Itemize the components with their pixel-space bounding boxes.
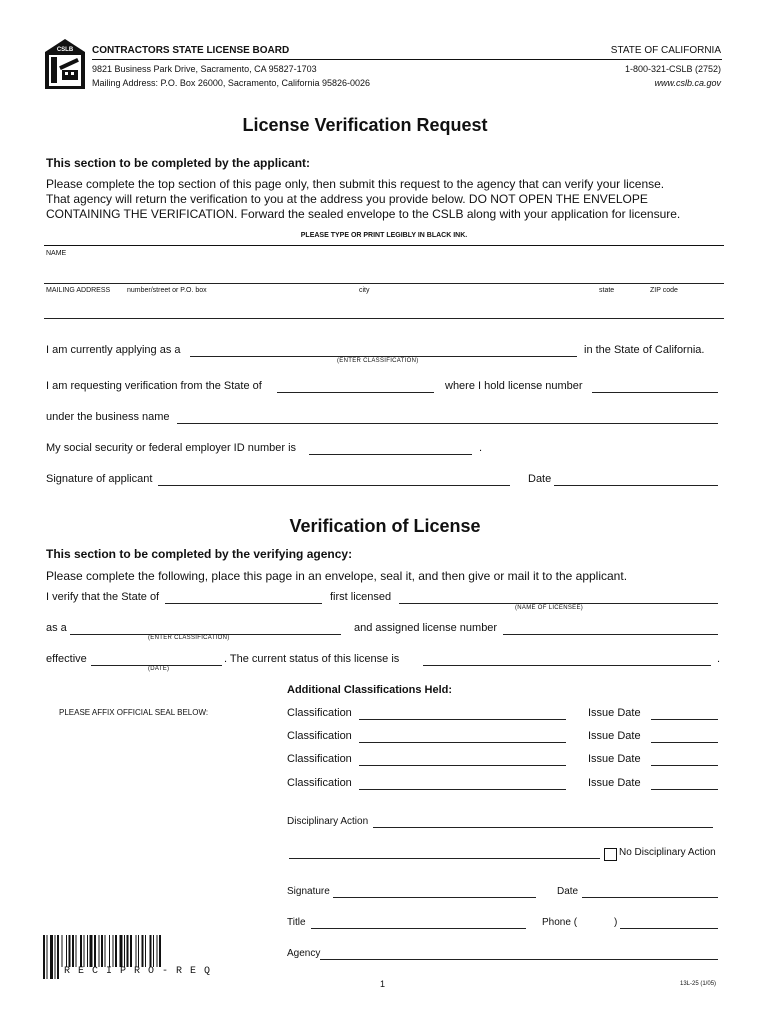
disciplinary-action-label: Disciplinary Action	[287, 816, 369, 827]
issue-date-field-3[interactable]	[651, 765, 718, 766]
license-number-field[interactable]	[592, 392, 718, 393]
state-label: STATE OF CALIFORNIA	[610, 45, 721, 56]
ssn-field[interactable]	[309, 454, 472, 455]
classification-field-4[interactable]	[359, 789, 566, 790]
street-address: 9821 Business Park Drive, Sacramento, CA 95827-1703	[92, 64, 317, 74]
cslb-logo-icon	[44, 38, 86, 90]
agency-phone-label: Phone (	[542, 917, 578, 928]
license-number-label: where I hold license number	[445, 380, 583, 392]
enter-classification-caption: (ENTER CLASSIFICATION)	[337, 358, 419, 364]
verified-classification-caption: (ENTER CLASSIFICATION)	[148, 635, 230, 641]
classification-label-3: Classification	[287, 753, 352, 765]
issue-date-label-2: Issue Date	[588, 730, 641, 742]
disciplinary-action-field-2[interactable]	[289, 858, 600, 859]
agency-title-field[interactable]	[311, 928, 526, 929]
classification-field-1[interactable]	[359, 719, 566, 720]
applying-suffix: in the State of California.	[584, 344, 705, 356]
instructions-line-1: Please complete the top section of this page only, then submit this request to the agency that can verify your license.	[46, 177, 665, 191]
seal-note: PLEASE AFFIX OFFICIAL SEAL BELOW:	[59, 708, 209, 717]
city-label: city	[359, 287, 370, 294]
verification-instructions: Please complete the following, place this page in an envelope, seal it, and then give or mail it to the applicant.	[46, 569, 628, 583]
issue-date-label-3: Issue Date	[588, 753, 641, 765]
classification-field-3[interactable]	[359, 765, 566, 766]
name-label: NAME	[46, 250, 67, 257]
requesting-state-field[interactable]	[277, 392, 434, 393]
agency-signature-label: Signature	[287, 886, 330, 897]
mailing-address-field[interactable]	[44, 318, 724, 319]
verification-title: Verification of License	[289, 516, 481, 536]
applicant-section-heading: This section to be completed by the applicant:	[46, 156, 311, 170]
classification-label-2: Classification	[287, 730, 352, 742]
issue-date-field-2[interactable]	[651, 742, 718, 743]
no-disciplinary-checkbox[interactable]	[604, 848, 617, 861]
request-title: License Verification Request	[242, 115, 488, 135]
page-number: 1	[380, 979, 386, 989]
status-label: . The current status of this license is	[224, 653, 400, 665]
effective-label: effective	[46, 653, 87, 665]
issue-date-field-1[interactable]	[651, 719, 718, 720]
header-rule	[92, 59, 722, 60]
mailing-address-sublabel: number/street or P.O. box	[127, 287, 207, 294]
ssn-label: My social security or federal employer ID number is	[46, 442, 297, 454]
status-period: .	[717, 653, 721, 665]
applicant-date-label: Date	[528, 473, 552, 485]
agency-date-label: Date	[557, 886, 579, 897]
applying-classification-field[interactable]	[190, 356, 577, 357]
agency-title-label: Title	[287, 917, 306, 928]
applying-prefix: I am currently applying as a	[46, 344, 181, 356]
effective-date-caption: (DATE)	[148, 666, 170, 672]
agency-phone-field[interactable]	[620, 928, 718, 929]
instructions-line-2: That agency will return the verification to you at the address you provide below. DO NOT OPEN THE ENVELOPE	[46, 192, 648, 206]
classification-label-4: Classification	[287, 777, 352, 789]
form-code: 13L-25 (1/05)	[680, 981, 717, 987]
agency-name-label: Agency	[287, 948, 321, 959]
ssn-period: .	[479, 442, 483, 454]
additional-classifications-heading: Additional Classifications Held:	[287, 684, 453, 696]
name-field[interactable]	[44, 283, 724, 284]
agency-signature-field[interactable]	[333, 897, 536, 898]
classification-field-2[interactable]	[359, 742, 566, 743]
classification-label-1: Classification	[287, 707, 352, 719]
as-a-label: as a	[46, 622, 67, 634]
website-link[interactable]: www.cslb.ca.gov	[654, 78, 721, 88]
agency-phone-close: )	[614, 917, 618, 928]
state-field-label: state	[599, 287, 615, 294]
barcode-text: R E C I P R O - R E Q	[64, 966, 212, 977]
verify-state-field[interactable]	[165, 603, 322, 604]
requesting-prefix: I am requesting verification from the State of	[46, 380, 262, 392]
agency-name-field[interactable]	[320, 959, 718, 960]
instructions-line-3: CONTAINING THE VERIFICATION. Forward the sealed envelope to the CSLB along with your application for licensure.	[46, 207, 681, 221]
mailing-address-label: MAILING ADDRESS	[46, 287, 111, 294]
ink-note: PLEASE TYPE OR PRINT LEGIBLY IN BLACK INK.	[300, 232, 468, 239]
first-licensed-label: first licensed	[330, 591, 392, 603]
assigned-license-field[interactable]	[503, 634, 718, 635]
status-field[interactable]	[423, 665, 711, 666]
business-name-label: under the business name	[46, 411, 170, 423]
mailing-address: Mailing Address: P.O. Box 26000, Sacramento, California 95826-0026	[92, 78, 371, 88]
verify-prefix: I verify that the State of	[46, 591, 160, 603]
licensee-name-caption: (NAME OF LICENSEE)	[515, 605, 584, 611]
applicant-date-field[interactable]	[554, 485, 718, 486]
zip-label: ZIP code	[650, 287, 678, 294]
applicant-signature-label: Signature of applicant	[46, 473, 153, 485]
issue-date-label-1: Issue Date	[588, 707, 641, 719]
assigned-license-label: and assigned license number	[354, 622, 498, 634]
phone-number: 1-800-321-CSLB (2752)	[624, 64, 721, 74]
licensee-name-field[interactable]	[399, 603, 718, 604]
name-top-rule	[44, 245, 724, 246]
no-disciplinary-label: No Disciplinary Action	[619, 847, 716, 858]
applicant-signature-field[interactable]	[158, 485, 510, 486]
disciplinary-action-field[interactable]	[373, 827, 713, 828]
issue-date-field-4[interactable]	[651, 789, 718, 790]
agency-section-heading: This section to be completed by the verifying agency:	[46, 547, 353, 561]
org-name: CONTRACTORS STATE LICENSE BOARD	[92, 45, 290, 56]
business-name-field[interactable]	[177, 423, 718, 424]
agency-date-field[interactable]	[582, 897, 718, 898]
logo-text: CSLB	[56, 47, 74, 53]
issue-date-label-4: Issue Date	[588, 777, 641, 789]
